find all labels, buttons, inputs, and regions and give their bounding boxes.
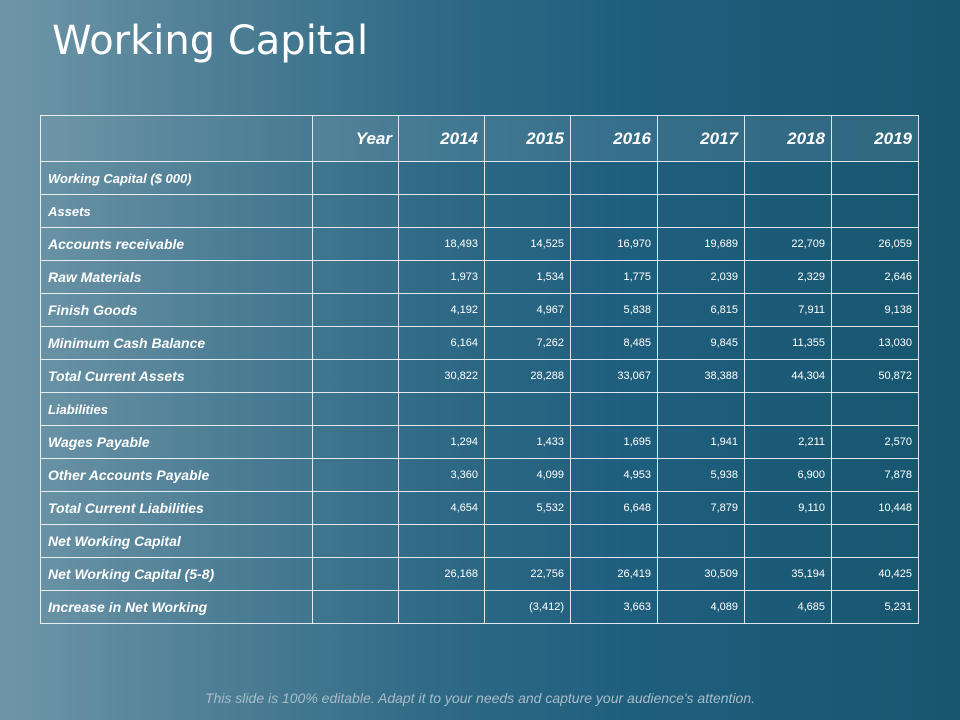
year-column-cell	[313, 393, 399, 426]
year-column-cell	[313, 261, 399, 294]
value-cell	[658, 162, 745, 195]
row-label: Assets	[41, 195, 313, 228]
value-cell: 5,231	[832, 591, 919, 624]
value-cell: 2,570	[832, 426, 919, 459]
header-year-2016: 2016	[571, 116, 658, 162]
year-column-cell	[313, 162, 399, 195]
value-cell: 14,525	[485, 228, 571, 261]
value-cell: 2,329	[745, 261, 832, 294]
year-column-cell	[313, 195, 399, 228]
value-cell: 33,067	[571, 360, 658, 393]
value-cell: 13,030	[832, 327, 919, 360]
header-year-2019: 2019	[832, 116, 919, 162]
value-cell	[832, 393, 919, 426]
year-column-cell	[313, 327, 399, 360]
value-cell: 4,192	[399, 294, 485, 327]
value-cell	[832, 195, 919, 228]
table-row	[41, 162, 919, 195]
year-column-cell	[313, 492, 399, 525]
value-cell: (3,412)	[485, 591, 571, 624]
value-cell: 35,194	[745, 558, 832, 591]
value-cell: 7,911	[745, 294, 832, 327]
value-cell: 26,059	[832, 228, 919, 261]
value-cell: 9,138	[832, 294, 919, 327]
value-cell: 4,089	[658, 591, 745, 624]
value-cell	[485, 525, 571, 558]
header-year-2017: 2017	[658, 116, 745, 162]
value-cell: 6,900	[745, 459, 832, 492]
value-cell: 1,534	[485, 261, 571, 294]
value-cell	[571, 525, 658, 558]
value-cell: 9,110	[745, 492, 832, 525]
row-label: Other Accounts Payable	[41, 459, 313, 492]
value-cell: 28,288	[485, 360, 571, 393]
value-cell: 4,654	[399, 492, 485, 525]
row-label: Net Working Capital (5-8)	[41, 558, 313, 591]
table-row	[41, 294, 919, 327]
value-cell: 7,262	[485, 327, 571, 360]
value-cell: 4,685	[745, 591, 832, 624]
value-cell: 2,646	[832, 261, 919, 294]
row-label: Accounts receivable	[41, 228, 313, 261]
value-cell: 1,775	[571, 261, 658, 294]
value-cell: 5,838	[571, 294, 658, 327]
table-row	[41, 261, 919, 294]
value-cell: 1,294	[399, 426, 485, 459]
table-row	[41, 228, 919, 261]
value-cell: 1,941	[658, 426, 745, 459]
row-label: Raw Materials	[41, 261, 313, 294]
year-column-cell	[313, 360, 399, 393]
value-cell	[658, 195, 745, 228]
value-cell: 16,970	[571, 228, 658, 261]
value-cell: 2,211	[745, 426, 832, 459]
value-cell: 18,493	[399, 228, 485, 261]
value-cell	[399, 525, 485, 558]
value-cell: 26,419	[571, 558, 658, 591]
value-cell: 7,878	[832, 459, 919, 492]
value-cell: 38,388	[658, 360, 745, 393]
row-label: Finish Goods	[41, 294, 313, 327]
row-label: Total Current Liabilities	[41, 492, 313, 525]
table-row	[41, 327, 919, 360]
row-label: Increase in Net Working	[41, 591, 313, 624]
value-cell: 3,663	[571, 591, 658, 624]
value-cell	[745, 195, 832, 228]
year-column-cell	[313, 294, 399, 327]
value-cell: 2,039	[658, 261, 745, 294]
value-cell: 9,845	[658, 327, 745, 360]
value-cell: 40,425	[832, 558, 919, 591]
value-cell: 8,485	[571, 327, 658, 360]
value-cell: 10,448	[832, 492, 919, 525]
table-row	[41, 360, 919, 393]
header-year-2015: 2015	[485, 116, 571, 162]
value-cell: 1,973	[399, 261, 485, 294]
table-row	[41, 492, 919, 525]
table-row	[41, 426, 919, 459]
value-cell: 6,164	[399, 327, 485, 360]
year-column-cell	[313, 558, 399, 591]
footer-note: This slide is 100% editable. Adapt it to your needs and capture your audience's attention.	[204, 690, 756, 706]
value-cell: 4,953	[571, 459, 658, 492]
year-column-cell	[313, 525, 399, 558]
value-cell: 7,879	[658, 492, 745, 525]
value-cell	[485, 195, 571, 228]
value-cell	[745, 525, 832, 558]
table-body	[41, 162, 919, 624]
value-cell	[658, 393, 745, 426]
value-cell	[571, 162, 658, 195]
value-cell	[399, 195, 485, 228]
value-cell: 3,360	[399, 459, 485, 492]
value-cell	[745, 393, 832, 426]
table-header-row	[41, 116, 919, 162]
header-year-label: Year	[313, 116, 399, 162]
value-cell: 19,689	[658, 228, 745, 261]
value-cell: 26,168	[399, 558, 485, 591]
value-cell: 4,967	[485, 294, 571, 327]
row-label: Total Current Assets	[41, 360, 313, 393]
value-cell: 1,695	[571, 426, 658, 459]
row-label: Working Capital ($ 000)	[41, 162, 313, 195]
row-label: Minimum Cash Balance	[41, 327, 313, 360]
year-column-cell	[313, 228, 399, 261]
value-cell	[399, 591, 485, 624]
value-cell	[832, 525, 919, 558]
value-cell: 30,509	[658, 558, 745, 591]
table-row	[41, 393, 919, 426]
value-cell: 50,872	[832, 360, 919, 393]
value-cell	[399, 393, 485, 426]
header-year-2014: 2014	[399, 116, 485, 162]
value-cell: 30,822	[399, 360, 485, 393]
value-cell: 11,355	[745, 327, 832, 360]
table-row	[41, 525, 919, 558]
page-title: Working Capital	[52, 18, 369, 64]
value-cell	[745, 162, 832, 195]
value-cell: 6,648	[571, 492, 658, 525]
header-blank-cell	[41, 116, 313, 162]
row-label: Net Working Capital	[41, 525, 313, 558]
table-row	[41, 195, 919, 228]
table-row	[41, 591, 919, 624]
value-cell: 22,756	[485, 558, 571, 591]
value-cell	[571, 393, 658, 426]
value-cell: 4,099	[485, 459, 571, 492]
year-column-cell	[313, 426, 399, 459]
value-cell	[399, 162, 485, 195]
working-capital-table	[40, 115, 919, 624]
value-cell: 5,532	[485, 492, 571, 525]
value-cell	[485, 393, 571, 426]
year-column-cell	[313, 459, 399, 492]
value-cell: 6,815	[658, 294, 745, 327]
value-cell	[571, 195, 658, 228]
value-cell: 22,709	[745, 228, 832, 261]
year-column-cell	[313, 591, 399, 624]
value-cell	[658, 525, 745, 558]
value-cell: 44,304	[745, 360, 832, 393]
value-cell: 1,433	[485, 426, 571, 459]
header-year-2018: 2018	[745, 116, 832, 162]
value-cell: 5,938	[658, 459, 745, 492]
value-cell	[832, 162, 919, 195]
value-cell	[485, 162, 571, 195]
row-label: Wages Payable	[41, 426, 313, 459]
row-label: Liabilities	[41, 393, 313, 426]
table-row	[41, 558, 919, 591]
table-row	[41, 459, 919, 492]
